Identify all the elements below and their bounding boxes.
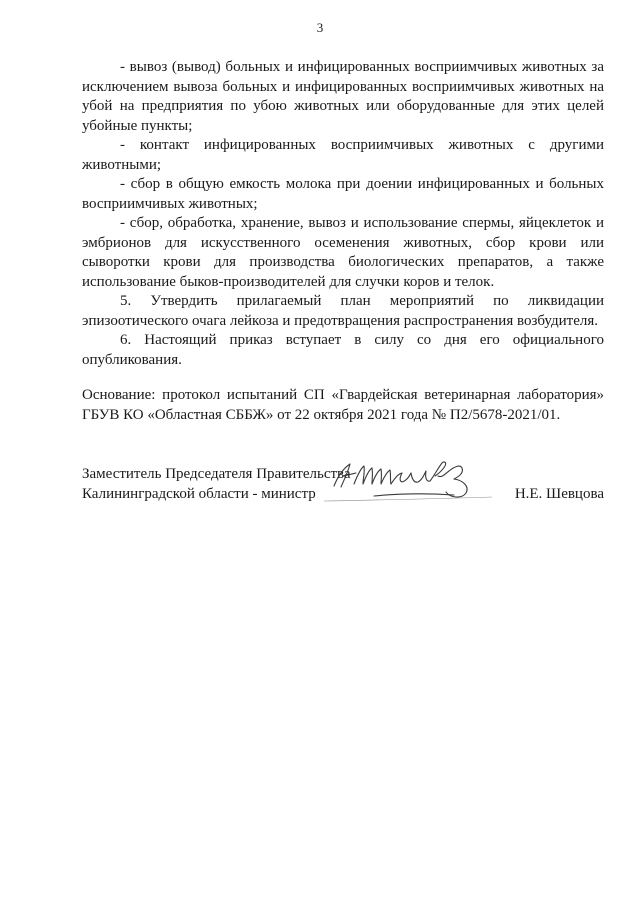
signatory-position-line1: Заместитель Председателя Правительства xyxy=(82,466,351,482)
page-number: 3 xyxy=(316,20,324,35)
signatory-name: Н.Е. Шевцова xyxy=(514,486,604,502)
paragraph-contact-ban: - контакт инфицированных восприимчивых животных с другими животными; xyxy=(82,137,604,173)
paragraph-effective-date: 6. Настоящий приказ вступает в силу со дня его официального опубликования. xyxy=(82,332,604,368)
handwritten-signature xyxy=(314,446,514,514)
paragraph-milk-collection-ban: - сбор в общую емкость молока при доении инфицированных и больных восприимчивых животных; xyxy=(82,176,604,212)
document-body xyxy=(82,58,604,425)
signatory-position-line2: Калининградской области - министр xyxy=(82,486,316,502)
paragraph-export-ban: - вывоз (вывод) больных и инфицированных восприимчивых животных за исключением вывоза больных и инфицированных восприимчивых животных на убой на предприятия по убою животных или оборудованные для этих целей убойные пункты; xyxy=(82,59,604,134)
basis-statement: Основание: протокол испытаний СП «Гвардейская ветеринарная лаборатория» ГБУВ КО «Областная СББЖ» от 22 октября 2021 года № П2/5678-2021/01. xyxy=(82,387,604,423)
paragraph-sperm-blood-ban: - сбор, обработка, хранение, вывоз и использование спермы, яйцеклеток и эмбрионов для искусственного осеменения животных, сбор крови или сыворотки крови для производства биологических препаратов, а также использование быков-производителей для случки коров и телок. xyxy=(82,215,604,290)
paragraph-approve-plan: 5. Утвердить прилагаемый план мероприятий по ликвидации эпизоотического очага лейкоза и предотвращения распространения возбудителя. xyxy=(82,293,604,329)
signature-block xyxy=(82,456,604,526)
